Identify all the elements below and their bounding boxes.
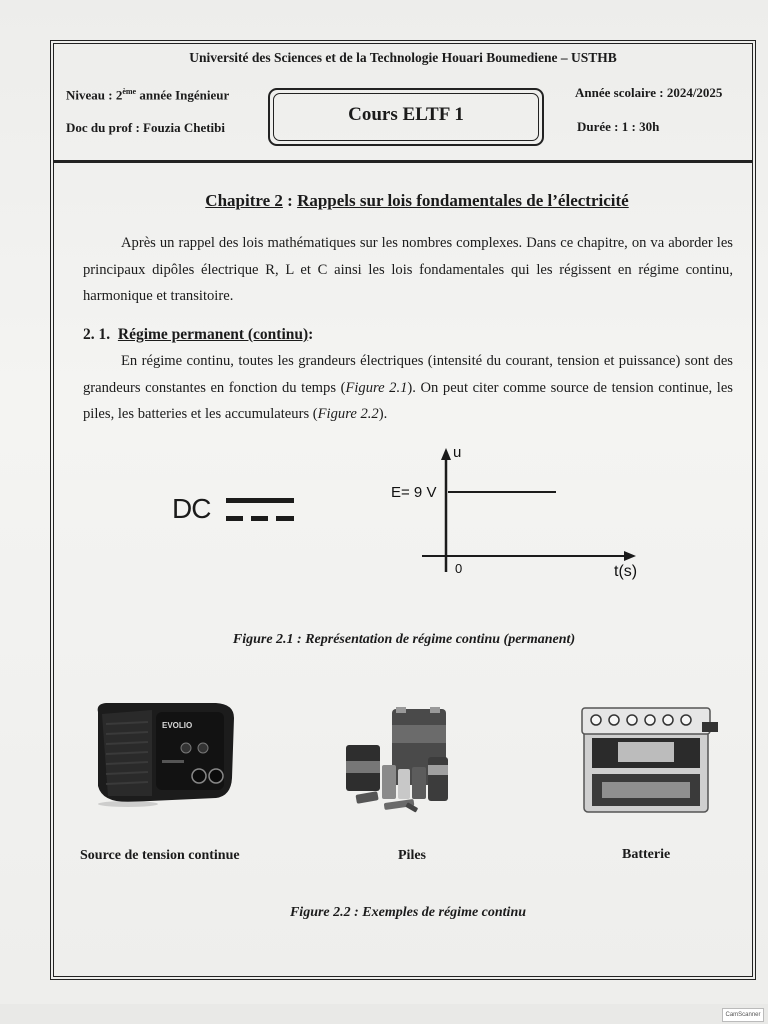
chapter-title: Chapitre 2 : Rappels sur lois fondamentales de l’électricité xyxy=(205,191,629,210)
figure-2-1-caption: Figure 2.1 : Représentation de régime continu (permanent) xyxy=(232,632,576,647)
header-separator xyxy=(54,160,752,163)
car-battery-image xyxy=(578,702,722,814)
section-title: 2. 1. Régime permanent (continu): xyxy=(83,326,314,343)
school-year: Année scolaire : 2024/2025 xyxy=(575,85,723,100)
teacher-name: Doc du prof : Fouzia Chetibi xyxy=(66,120,226,135)
dc-symbol-label: DC xyxy=(172,493,211,524)
dc-power-supply-image xyxy=(88,700,238,806)
photo-label-piles: Piles xyxy=(398,848,426,863)
photo-label-batterie: Batterie xyxy=(622,847,671,862)
course-box xyxy=(268,88,544,146)
duration: Durée : 1 : 30h xyxy=(577,119,660,134)
university-name: Université des Sciences et de la Technologie Houari Boumediene – USTHB xyxy=(189,50,617,65)
level-text: Niveau : 2ème année Ingénieur xyxy=(66,87,230,103)
scanner-watermark: CamScanner xyxy=(722,1008,764,1022)
x-axis-label: t(s) xyxy=(614,563,638,580)
course-title: Cours ELTF 1 xyxy=(348,104,464,125)
figure-2-2-caption: Figure 2.2 : Exemples de régime continu xyxy=(289,905,527,920)
voltage-label: E= 9 V xyxy=(391,484,437,501)
batteries-image xyxy=(340,705,460,815)
intro-paragraph: Après un rappel des lois mathématiques sur les nombres complexes. Dans ce chapitre, on va aborder les principaux dipôles électrique R, L et C ainsi les lois fondamentales qui les régissent en régime continu, harmonique et transitoire. xyxy=(83,235,733,304)
section-paragraph: En régime continu, toutes les grandeurs électriques (intensité du courant, tension et puissance) sont des grandeurs constantes en fonction du temps (Figure 2.1). On peut citer comme source de tension continue, les piles, les batteries et les accumulateurs (Figure 2.2). xyxy=(83,353,733,422)
svg-text:EVOLIO: EVOLIO xyxy=(162,721,193,730)
dc-voltage-graph xyxy=(400,440,650,580)
dc-symbol-lines xyxy=(224,496,296,526)
photo-label-dc-source: Source de tension continue xyxy=(80,848,240,863)
origin-label: 0 xyxy=(455,561,463,576)
y-axis-label: u xyxy=(453,444,462,461)
